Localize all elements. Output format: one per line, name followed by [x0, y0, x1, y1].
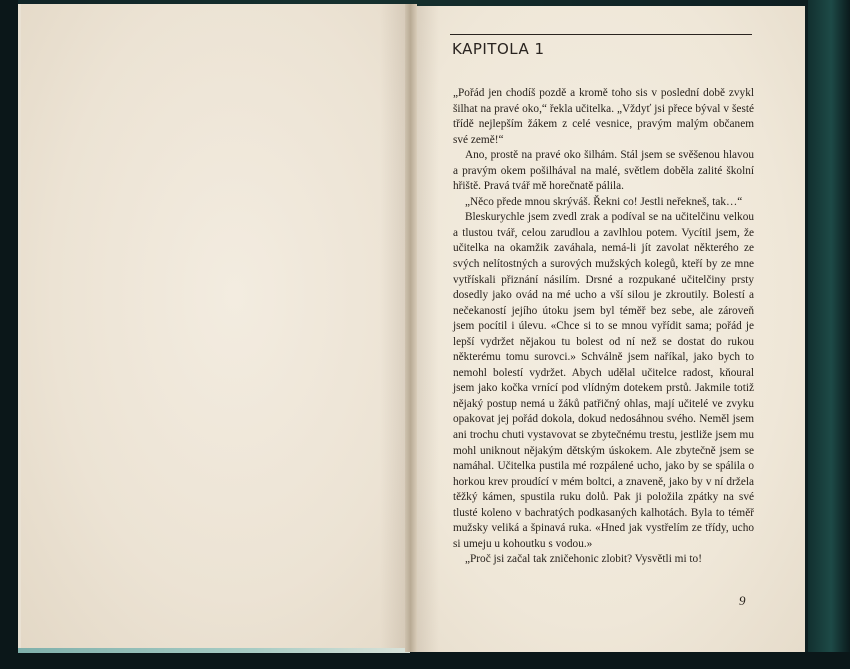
paragraph: Bleskurychle jsem zvedl zrak a podíval se na učitelčinu velkou a tlustou tvář, celou zarudlou a zavlhlou potem. Vycítil jsem, že učitelka na okamžik zaváhala, nemá-li jít zavolat některého ze svých nelítostných a surových mužských kolegů, kteří by ze mne vytřískali přiznání násilím. Drsné a rozpukané učitelčiny prsty dosedly jako ovád na mé ucho a vší silou je zkroutily. Bolestí a nečekaností jejího útoku jsem byl téměř bez sebe, ale zároveň jsem pocítil i úlevu. «Chce si to se mnou vyřídit sama; pořád je lepší vydržet nějakou tu bolest od ní než se dostat do rukou některému tomu surovci.» Schválně jsem naříkal, jako bych to nemohl bolestí vydržet. Abych udělal učitelce radost, kňoural jsem jako kočka vrnící pod vlídným dotekem prstů. Jakmile totiž nějaký postup nemá u žáků patřičný ohlas, mají učitelé ve zvyku opakovat jej pořád dokola, dokud nedosáhnou svého. Neměl jsem ani trochu chuti vystavovat se zbytečnému trestu, jestliže jsem mu mohl uniknout nějakým dětským úskokem. Ale zbytečně jsem se namáhal. Učitelka pustila mé rozpálené ucho, jako by se spálila o horkou krev proudící v mém boltci, a znaveně, jako by v ní držela těžký kámen, spustila ruku dolů. Pak ji položila zpátky na své tlusté koleno v bachratých podkasaných kalhotách. Byla to téměř mužsky veliká a špinavá ruka. «Hned jak vystřelím ze třídy, ucho si umeju u kohoutku s vodou.»	[453, 211, 754, 550]
page-number: 9	[739, 593, 746, 608]
chapter-rule	[450, 34, 752, 35]
paragraph: „Něco přede mnou skrýváš. Řekni co! Jestli neřekneš, tak…“	[465, 195, 743, 208]
left-page-blank	[18, 4, 410, 650]
paragraph: Ano, prostě na pravé oko šilhám. Stál jsem se svěšenou hlavou a pravým okem pošilhával na malé, světlem doběla zalité školní hřiště. Pravá tvář mě horečnatě pálila.	[453, 149, 754, 193]
left-page-bottom-stripe	[18, 648, 410, 653]
book-cover-left-edge	[0, 0, 18, 669]
page-body-text	[453, 86, 754, 568]
book-cover-right-edge	[808, 0, 850, 669]
book-cover-bottom-edge	[0, 652, 850, 669]
paragraph: „Pořád jen chodíš pozdě a kromě toho sis v poslední době zvykl šilhat na pravé oko,“ řekla učitelka. „Vždyť jsi přece býval v šesté třídě nejlepším žákem z celé vesnice, pravým malým občanem své země!“	[453, 87, 754, 146]
chapter-heading: KAPITOLA 1	[452, 40, 545, 58]
paragraph: „Proč jsi začal tak zničehonic zlobit? Vysvětli mi to!	[465, 553, 702, 566]
book-gutter	[405, 4, 417, 652]
